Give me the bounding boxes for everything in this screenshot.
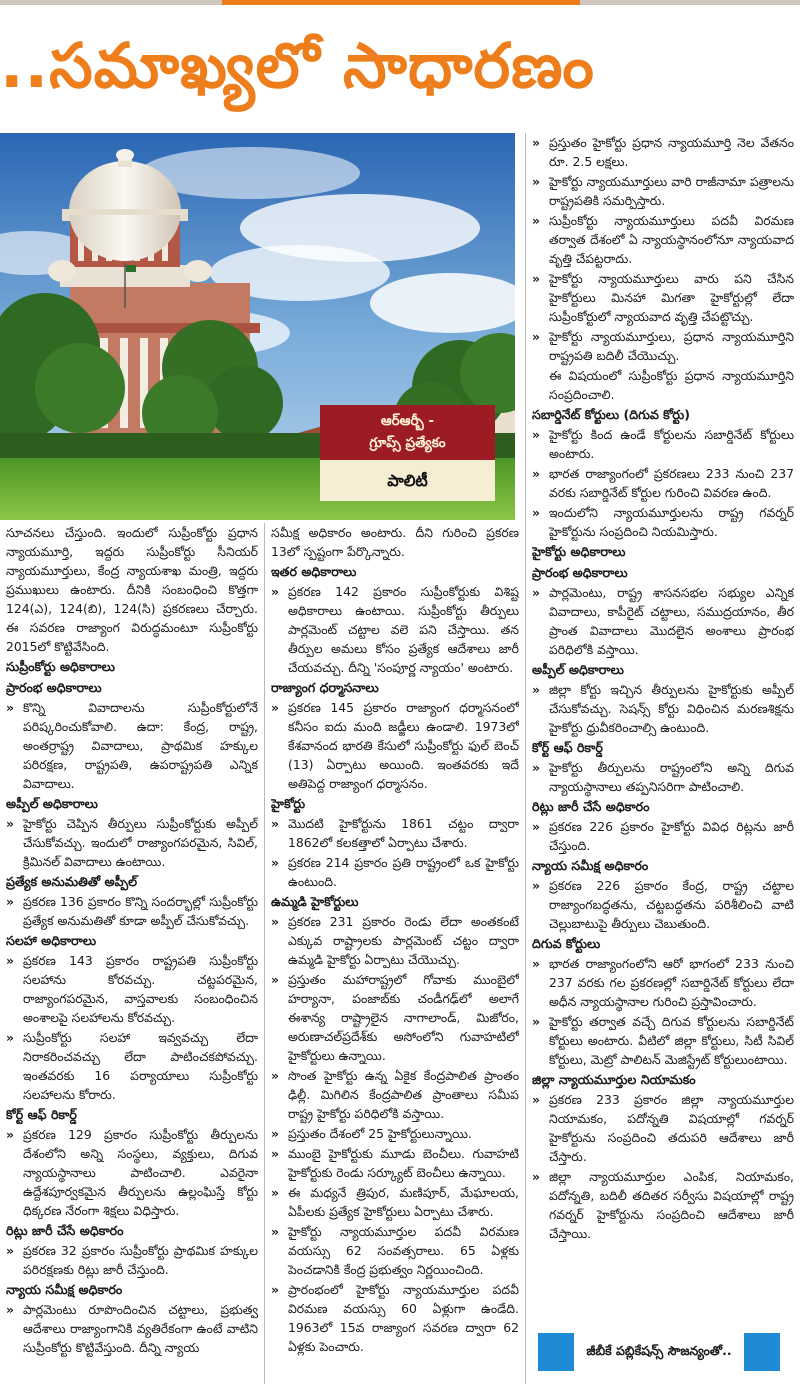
bullet-point [271, 1066, 519, 1123]
bullet-chevron-icon: » [532, 760, 541, 775]
section-heading: న్యాయ సమీక్ష అధికారం [532, 858, 649, 873]
bullet-text: ప్రకరణ 145 ప్రకారం రాజ్యాంగ ధర్మాసనంలో కనీసం ఐదు మంది జడ్జీలు ఉండాలి. 1973లో కేశవానంద భారతి కేసులో సుప్రీంకోర్టు ఫుల్ బెంచ్ (13) ఏర్పాటు అయింది. ఇంతవరకు ఇదే అతిపెద్ద రాజ్యాంగ ధర్మాసనం. [288, 700, 519, 791]
bullet-chevron-icon: » [532, 329, 541, 344]
bullet-chevron-icon: » [6, 700, 15, 715]
bullet-text: ప్రకరణ 231 ప్రకారం రెండు లేదా అంతకంటే ఎక్కువ రాష్ట్రాలకు పార్లమెంట్ చట్టం ద్వారా ఉమ్మడి హైకోర్టు ఏర్పాటు చేయొచ్చు. [288, 914, 519, 967]
bullet-point [532, 583, 794, 659]
bullet-point [532, 1167, 794, 1243]
bullet-chevron-icon: » [271, 700, 280, 715]
section-heading: అప్పీల్ అధికారాలు [6, 796, 98, 811]
bullet-point [532, 876, 794, 933]
bullet-chevron-icon: » [6, 1302, 15, 1317]
bullet-text: కొన్ని వివాదాలను సుప్రీంకోర్టులోనే పరిష్కరించుకోవాలి. ఉదా: కేంద్ర, రాష్ట్ర, అంతర్రాష్ట్ర వివాదాలు, ప్రాథమిక హక్కుల పరిరక్షణ, రాష్ట్రపతి, ఉపరాష్ట్రపతి ఎన్నిక వివాదాలు. [23, 700, 258, 791]
article-paragraph: ఈ విషయంలో సుప్రీంకోర్టు ప్రధాన న్యాయమూర్తిని సంప్రదించాలి. [549, 368, 794, 402]
section-heading: కోర్ట్ ఆఫ్ రికార్డ్ [6, 1107, 77, 1122]
bullet-text: హైకోర్టు చెప్పిన తీర్పులు సుప్రీంకోర్టుకు అప్పీల్ చేసుకోవచ్చు. ఇందులో రాజ్యాంగపరమైన, సివిల్, క్రిమినల్ వివాదాలు ఉంటాయి. [23, 816, 258, 869]
bullet-chevron-icon: » [532, 427, 541, 442]
section-heading: హైకోర్టు అధికారాలు [532, 544, 626, 559]
bullet-chevron-icon: » [532, 135, 541, 150]
bullet-chevron-icon: » [6, 816, 15, 831]
article-paragraph: సమీక్ష అధికారం అంటారు. దీని గురించి ప్రకరణ 13లో స్పష్టంగా పేర్కొన్నారు. [271, 525, 519, 559]
bullet-text: సుప్రీంకోర్టు న్యాయమూర్తులు పదవీ విరమణ తర్వాత దేశంలో ఏ న్యాయస్థానంలోనూ న్యాయవాద వృత్తి చేపట్టరాదు. [549, 213, 794, 266]
bullet-chevron-icon: » [271, 855, 280, 870]
bullet-text: సొంత హైకోర్టు ఉన్న ఏకైక కేంద్రపాలిత ప్రాంతం ఢిల్లీ. మిగిలిన కేంద్రపాలిత ప్రాంతాలు సమీప రాష్ట్ర హైకోర్టు పరిధిలోకి వస్తాయి. [288, 1068, 519, 1121]
bullet-chevron-icon: » [532, 682, 541, 697]
bullet-point [6, 814, 258, 871]
section-heading: కోర్ట్ ఆఫ్ రికార్డ్ [532, 740, 603, 755]
publication-credit [538, 1333, 780, 1371]
badge-line-2: గ్రూప్స్ ప్రత్యేకం [369, 435, 446, 451]
bullet-text: పార్లమెంటు రూపొందించిన చట్టాలు, ప్రభుత్వ ఆదేశాలు రాజ్యాంగానికి వ్యతిరేకంగా ఉంటే వాటిని సుప్రీంకోర్టు కొట్టివేస్తుంది. దీన్ని న్యాయ [23, 1302, 258, 1355]
bullet-chevron-icon: » [532, 585, 541, 600]
bullet-text: ఇందులోని న్యాయమూర్తులను రాష్ట్ర గవర్నర్ హైకోర్టును సంప్రదించి నియమిస్తారు. [549, 505, 794, 539]
article-headline: ..సమాఖ్యలో సాధారణం [0, 29, 595, 102]
bullet-point [271, 970, 519, 1065]
bullet-text: మొదటి హైకోర్టును 1861 చట్టం ద్వారా 1862లో కలకత్తాలో ఏర్పాటు చేశారు. [288, 816, 519, 850]
bullet-point [532, 1012, 794, 1069]
bullet-point [532, 1090, 794, 1166]
section-heading: సుప్రీంకోర్టు అధికారాలు [6, 659, 115, 674]
section-heading: సలహా అధికారాలు [6, 933, 97, 948]
bullet-point [271, 1280, 519, 1356]
bullet-point [532, 464, 794, 502]
bullet-point [532, 133, 794, 171]
bullet-chevron-icon: » [271, 1126, 280, 1141]
bullet-chevron-icon: » [271, 972, 280, 987]
bullet-point [271, 814, 519, 852]
bullet-text: హైకోర్టు న్యాయమూర్తులు వారి రాజీనామా పత్రాలను రాష్ట్రపతికి సమర్పిస్తారు. [549, 174, 794, 208]
bullet-point [6, 1241, 258, 1279]
bullet-point [532, 817, 794, 855]
bullet-point [532, 327, 794, 365]
bullet-chevron-icon: » [532, 1092, 541, 1107]
bullet-chevron-icon: » [271, 1146, 280, 1161]
bullet-chevron-icon: » [532, 174, 541, 189]
bullet-point [271, 912, 519, 969]
bullet-chevron-icon: » [532, 466, 541, 481]
section-heading: ఉమ్మడి హైకోర్టులు [271, 894, 359, 909]
article-column-2 [271, 523, 519, 1381]
bullet-chevron-icon: » [532, 819, 541, 834]
bullet-text: హైకోర్టు తర్వాత వచ్చే దిగువ కోర్టులను సబార్డినేట్ కోర్టులు అంటారు. వీటిలో జిల్లా కోర్టులు, సిటీ సివిల్ కోర్టులు, మెట్రో పాలిటన్ మెజిస్ట్రేట్ కోర్టులుంటాయి. [549, 1014, 794, 1067]
bullet-chevron-icon: » [532, 878, 541, 893]
bullet-point [532, 172, 794, 210]
bullet-text: హైకోర్టు తీర్పులను రాష్ట్రంలోని అన్ని దిగువ న్యాయస్థానాలు తప్పనిసరిగా పాటించాలి. [549, 760, 794, 794]
bullet-point [6, 1300, 258, 1357]
column-divider [525, 133, 526, 1384]
bullet-text: హైకోర్టు న్యాయమూర్తుల పదవీ విరమణ వయస్సు 62 సంవత్సరాలు. 65 ఏళ్లకు పెంచడానికి కేంద్ర ప్రభుత్వం నిర్ణయించింది. [288, 1224, 519, 1277]
credit-left-block [538, 1333, 574, 1371]
bullet-text: ప్రకరణ 214 ప్రకారం ప్రతి రాష్ట్రంలో ఒక హైకోర్టు ఉంటుంది. [288, 855, 519, 889]
badge-subject-label: పాలిటీ [320, 460, 495, 501]
article-column-3 [532, 133, 794, 1325]
bullet-chevron-icon: » [532, 1169, 541, 1184]
bullet-point [532, 503, 794, 541]
bullet-point [271, 1144, 519, 1182]
section-heading: ప్రత్యేక అనుమతితో అప్పీల్ [6, 874, 138, 889]
bullet-text: ప్రకరణ 136 ప్రకారం కొన్ని సందర్భాల్లో సుప్రీంకోర్టు ప్రత్యేక అనుమతితో కూడా అప్పీల్ చేసుకోవచ్చు. [23, 894, 258, 928]
bullet-text: హైకోర్టు కింద ఉండే కోర్టులను సబార్డినేట్ కోర్టులు అంటారు. [549, 427, 794, 461]
bullet-text: ప్రస్తుతం దేశంలో 25 హైకోర్టులున్నాయి. [288, 1126, 472, 1141]
bullet-chevron-icon: » [271, 914, 280, 929]
section-heading: దిగువ కోర్టులు [532, 936, 601, 951]
bullet-text: ముంబై హైకోర్టుకు మూడు బెంచీలు. గువాహటి హైకోర్టుకు రెండు సర్క్యూట్ బెంచీలు ఉన్నాయి. [288, 1146, 519, 1180]
section-heading: ఇతర అధికారాలు [271, 564, 357, 579]
top-color-strip [0, 0, 800, 5]
bullet-text: పార్లమెంటు, రాష్ట్ర శాసనసభల సభ్యుల ఎన్నిక వివాదాలు, కాపీరైట్ చట్టాలు, సముద్రయానం, తీర ప్రాంత వివాదాలు మొదలైన అంశాలు ప్రారంభ పరిధిలోకి వస్తాయి. [549, 585, 794, 657]
section-heading: ప్రారంభ అధికారాలు [6, 680, 102, 695]
bullet-text: సుప్రీంకోర్టు సలహా ఇవ్వవచ్చు లేదా నిరాకరించవచ్చు లేదా పాటించకపోవచ్చు. ఇంతవరకు 16 పర్యాయాలు సుప్రీంకోర్టు సలహాలను కోరారు. [23, 1030, 258, 1102]
bullet-chevron-icon: » [271, 816, 280, 831]
bullet-point [532, 211, 794, 268]
section-heading: రాజ్యాంగ ధర్మాసనాలు [271, 680, 379, 695]
bullet-text: జిల్లా కోర్టు ఇచ్చిన తీర్పులను హైకోర్టుకు అప్పీల్ చేసుకోవచ్చు. సెషన్స్ కోర్టు విధించిన మరణశిక్షను హైకోర్టు ధ్రువీకరించాల్సి ఉంటుంది. [549, 682, 794, 735]
section-heading: అప్పీల్ అధికారాలు [532, 662, 624, 677]
bullet-text: ప్రస్తుతం హైకోర్టు ప్రధాన న్యాయమూర్తి నెల వేతనం రూ. 2.5 లక్షలు. [549, 135, 794, 169]
section-heading: ప్రారంభ అధికారాలు [532, 565, 628, 580]
article-paragraph: సూచనలు చేస్తుంది. ఇందులో సుప్రీంకోర్టు ప్రధాన న్యాయమూర్తి, ఇద్దరు సుప్రీంకోర్టు సీనియర్ న్యాయమూర్తులు, కేంద్ర న్యాయశాఖ మంత్రి, ఇద్దరు ప్రముఖులు ఉంటారు. దీనికి సంబంధించి కొత్తగా 124(ఎ), 124(బి), 124(సి) ప్రకరణలు చేర్చారు. ఈ సవరణ రాజ్యాంగ విరుద్ధమంటూ సుప్రీంకోర్టు 2015లో కొట్టివేసింది. [6, 525, 258, 654]
bullet-point [532, 680, 794, 737]
credit-text: జీబీకే పబ్లికేషన్స్ సౌజన్యంతో.. [586, 1342, 732, 1358]
section-heading: హైకోర్టు [271, 796, 306, 811]
bullet-text: భారత రాజ్యాంగంలో ప్రకరణలు 233 నుంచి 237 వరకు సబార్డినేట్ కోర్టుల గురించి వివరణ ఉంది. [549, 466, 794, 500]
bullet-text: హైకోర్టు న్యాయమూర్తులు, ప్రధాన న్యాయమూర్తిని రాష్ట్రపతి బదిలీ చేయొచ్చు. [549, 329, 794, 363]
bullet-chevron-icon: » [532, 213, 541, 228]
bullet-chevron-icon: » [532, 271, 541, 286]
badge-series-label [320, 405, 495, 460]
section-heading: రిట్లు జారీ చేసే అధికారం [6, 1223, 124, 1238]
section-badge [320, 405, 495, 501]
article-column-1 [6, 523, 258, 1381]
bullet-point [532, 758, 794, 796]
bullet-text: హైకోర్టు న్యాయమూర్తులు వారు పని చేసిన హైకోర్టులు మినహా మిగతా హైకోర్టుల్లో లేదా సుప్రీంకోర్టులో న్యాయవాద వృత్తి చేపట్టొచ్చు. [549, 271, 794, 324]
bullet-chevron-icon: » [271, 1068, 280, 1083]
bullet-chevron-icon: » [6, 1127, 15, 1142]
bullet-point [271, 698, 519, 793]
bullet-point [271, 582, 519, 677]
bullet-chevron-icon: » [532, 505, 541, 520]
bullet-text: ప్రకరణ 129 ప్రకారం సుప్రీంకోర్టు తీర్పులను దేశంలోని అన్ని సంస్థలు, వ్యక్తులు, దిగువ న్యాయస్థానాలు పాటించాలి. ఎవరైనా ఉద్దేశపూర్వకమైన తీర్పులను ఉల్లంఘిస్తే కోర్టు ధిక్కరణ నేరంగా శిక్షలు విధిస్తారు. [23, 1127, 258, 1218]
section-heading: న్యాయ సమీక్ష అధికారం [6, 1282, 123, 1297]
bullet-text: ప్రకరణ 233 ప్రకారం జిల్లా న్యాయమూర్తుల నియామకం, పదోన్నతి విషయాల్లో గవర్నర్ హైకోర్టును సంప్రదించి తదుపరి ఆదేశాలు జారీ చేస్తారు. [549, 1092, 794, 1164]
bullet-text: ప్రారంభంలో హైకోర్టు న్యాయమూర్తుల పదవీ విరమణ వయస్సు 60 ఏళ్లుగా ఉండేది. 1963లో 15వ రాజ్యాంగ సవరణ ద్వారా 62 ఏళ్లకు పెంచారు. [288, 1282, 519, 1354]
bullet-point [6, 951, 258, 1027]
bullet-text: ప్రకరణ 142 ప్రకారం సుప్రీంకోర్టుకు విశిష్ట అధికారాలు ఉంటాయి. సుప్రీంకోర్టు తీర్పులు పార్లమెంట్ చట్టాల వలె పని చేస్తాయి. తన తీర్పుల అమలు కోసం ప్రత్యేక ఆదేశాలు జారీ చేయవచ్చు. దీన్ని 'సంపూర్ణ న్యాయం' అంటారు. [288, 584, 519, 675]
section-heading: సబార్డినేట్ కోర్టులు (దిగువ కోర్టు) [532, 407, 690, 422]
badge-line-1: ఆర్ఆర్బీ - [380, 413, 435, 429]
bullet-chevron-icon: » [271, 1224, 280, 1239]
bullet-chevron-icon: » [6, 1243, 15, 1258]
bullet-chevron-icon: » [271, 1282, 280, 1297]
bullet-point [6, 1028, 258, 1104]
bullet-point [271, 853, 519, 891]
bullet-chevron-icon: » [271, 1185, 280, 1200]
bullet-point [271, 1124, 519, 1143]
bullet-text: ప్రకరణ 226 ప్రకారం కేంద్ర, రాష్ట్ర చట్టాల రాజ్యాంగబద్ధతను, చట్టబద్ధతను పరిశీలించి వాటి చెల్లుబాటుపై తీర్పులు చెబుతుంది. [549, 878, 794, 931]
column-divider [264, 523, 265, 1384]
bullet-point [6, 1125, 258, 1220]
bullet-point [6, 892, 258, 930]
bullet-chevron-icon: » [6, 1030, 15, 1045]
credit-right-block [744, 1333, 780, 1371]
bullet-text: ప్రకరణ 32 ప్రకారం సుప్రీంకోర్టు ప్రాథమిక హక్కుల పరిరక్షణకు రిట్లు జారీ చేస్తుంది. [23, 1243, 258, 1277]
bullet-point [271, 1183, 519, 1221]
bullet-chevron-icon: » [6, 894, 15, 909]
bullet-chevron-icon: » [532, 1014, 541, 1029]
bullet-chevron-icon: » [271, 584, 280, 599]
bullet-point [532, 954, 794, 1011]
bullet-text: భారత రాజ్యాంగంలోని ఆరో భాగంలో 233 నుంచి 237 వరకు గల ప్రకరణల్లో సబార్డినేట్ కోర్టులు లేదా అధీన న్యాయస్థానాల గురించి ప్రస్తావించారు. [549, 956, 794, 1009]
bullet-chevron-icon: » [6, 953, 15, 968]
bullet-text: ప్రస్తుతం మహారాష్ట్రలో గోవాకు ముంబైలో హర్యానా, పంజాబ్‌కు చండీగఢ్‌లో అలాగే ఈశాన్య రాష్ట్రాలైన నాగాలాండ్, మిజోరం, అరుణాచల్‌ప్రదేశ్‌కు అసోంలోని గువాహటిలో హైకోర్టులు ఉన్నాయి. [288, 972, 519, 1063]
bullet-text: ప్రకరణ 226 ప్రకారం హైకోర్టు వివిధ రిట్లను జారీ చేస్తుంది. [549, 819, 794, 853]
bullet-point [6, 698, 258, 793]
section-heading: జిల్లా న్యాయమూర్తుల నియామకం [532, 1072, 696, 1087]
section-heading: రిట్లు జారీ చేసే అధికారం [532, 799, 650, 814]
bullet-text: జిల్లా న్యాయమూర్తుల ఎంపిక, నియామకం, పదోన్నతి, బదిలీ తదితర సర్వీసు విషయాల్లో రాష్ట్ర గవర్నర్ హైకోర్టును సంప్రదించి ఆదేశాలు జారీ చేస్తాయి. [549, 1169, 794, 1241]
bullet-point [532, 425, 794, 463]
bullet-text: ఈ మధ్యనే త్రిపుర, మణిపూర్, మేఘాలయ, ఏపీలకు ప్రత్యేక హైకోర్టులు ఏర్పాటు చేశారు. [288, 1185, 519, 1219]
bullet-text: ప్రకరణ 143 ప్రకారం రాష్ట్రపతి సుప్రీంకోర్టు సలహాను కోరవచ్చు. చట్టపరమైన, రాజ్యాంగపరమైన, వాస్తవాలకు సంబంధించిన అంశాలపై సలహాలను కోరవచ్చు. [23, 953, 258, 1025]
bullet-point [532, 269, 794, 326]
bullet-chevron-icon: » [532, 956, 541, 971]
bullet-point [271, 1222, 519, 1279]
